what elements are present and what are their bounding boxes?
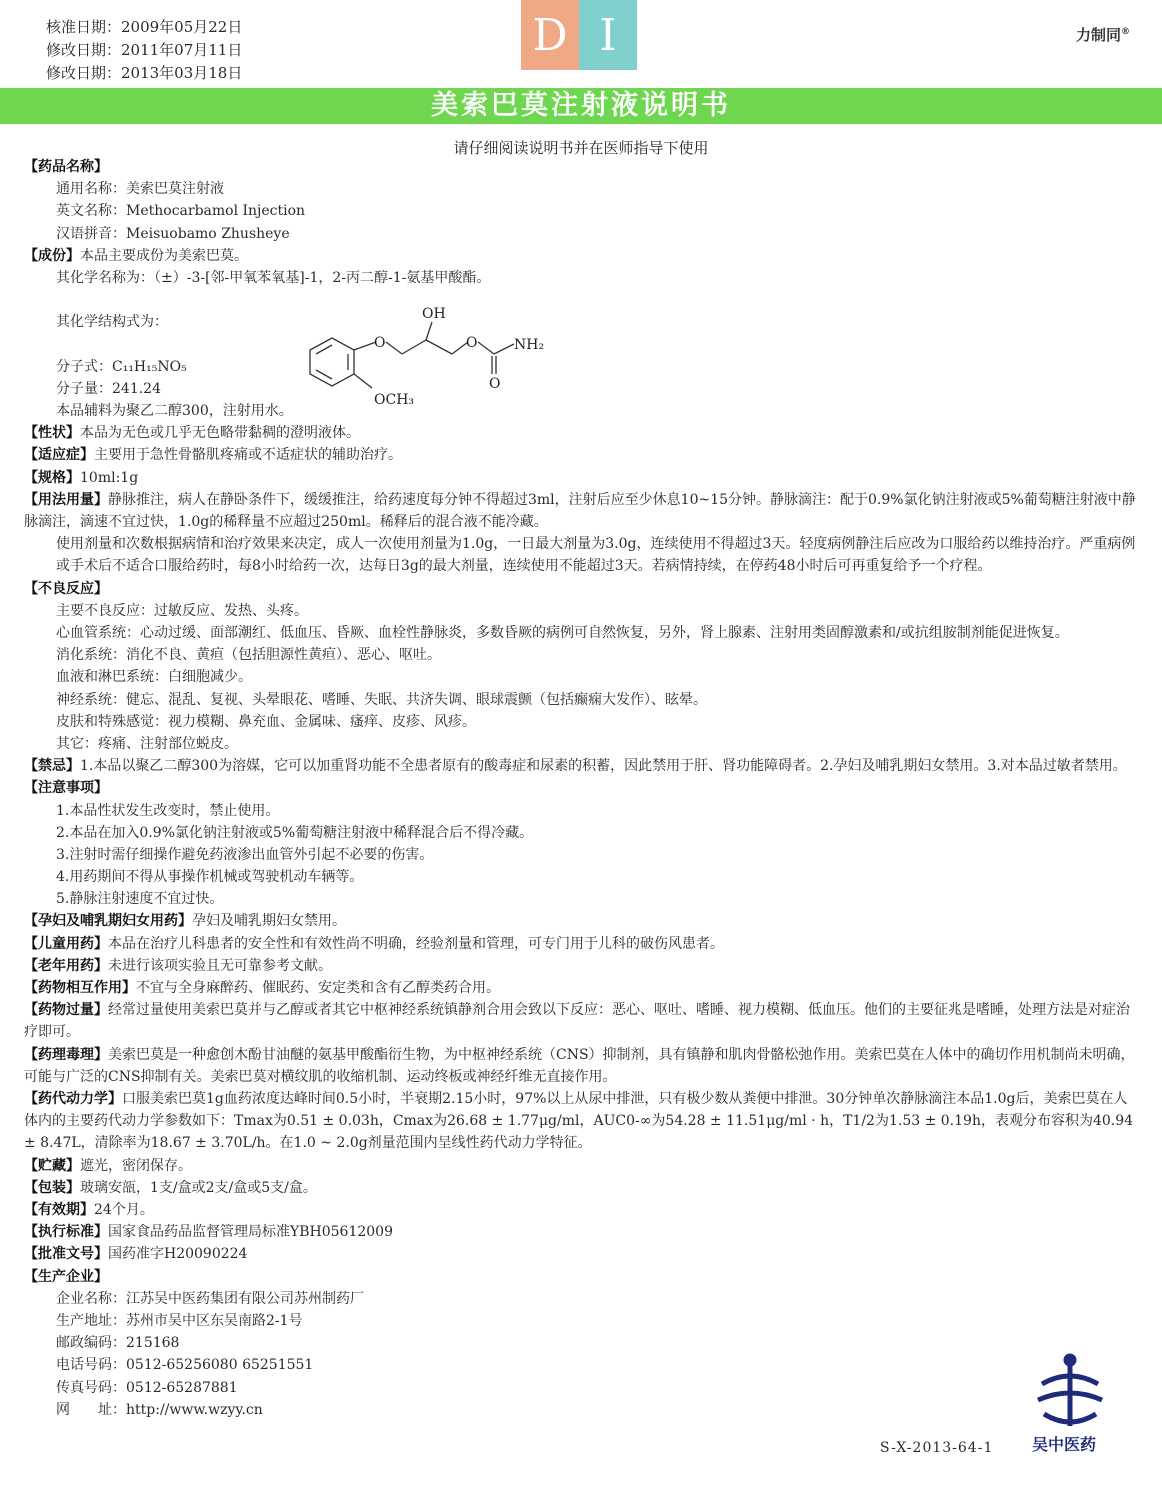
composition-text: 本品主要成份为美索巴莫。: [80, 247, 248, 264]
pharmacokinetics-text: 口服美索巴莫1g血药浓度达峰时间0.5小时，半衰期2.15小时，97%以上从尿中排泄，只有极少数从粪便中排泄。30分钟单次静脉滴注本品1.0g后，美索巴莫在人体内的主要药代动力学参数如下：Tmax为0.51 ± 0.03h，Cmax为26.68 ± 1.77μg/ml，AUC0-∞为54.28 ± 11.51μg/ml · h，T1/2为1.53 ± 0.19h，表观分布容积为40.94 ± 8.47L，清除率为18.67 ± 3.70L/h。在1.0 ~ 2.0g剂量范围内呈线性药代动力学特征。: [24, 1091, 1134, 1152]
approval-date: 核准日期：2009年05月22日: [46, 18, 243, 36]
section-head-manufacturer: 【生产企业】: [24, 1268, 108, 1285]
chemical-structure: [296, 300, 566, 415]
ester-oxygen-label: O: [466, 335, 478, 351]
section-head-validity: 【有效期】: [24, 1202, 94, 1219]
indication-text: 主要用于急性骨骼肌疼痛或不适症状的辅助治疗。: [94, 447, 402, 464]
chemical-name: 其化学名称为：（±）-3-[邻-甲氧苯氧基]-1，2-丙二醇-1-氨基甲酸酯。: [56, 269, 491, 286]
section-head-overdose: 【药物过量】: [24, 1002, 108, 1019]
logo-i: I: [579, 0, 637, 70]
pinyin-name: 汉语拼音：Meisuobamo Zhusheye: [56, 225, 290, 242]
document-title: 美索巴莫注射液说明书: [431, 90, 731, 121]
company-address: 生产地址：苏州市吴中区东吴南路2-1号: [56, 1312, 303, 1329]
precaution-item: 2.本品在加入0.9%氯化钠注射液或5%葡萄糖注射液中稀释混合后不得冷藏。: [56, 824, 534, 841]
generic-name: 通用名称：美索巴莫注射液: [56, 181, 224, 198]
molecular-formula: 分子式：C₁₁H₁₅NO₅: [56, 358, 187, 375]
adverse-item: 主要不良反应：过敏反应、发热、头疼。: [56, 602, 308, 619]
section-head-pharmacology: 【药理毒理】: [24, 1046, 108, 1063]
approval-dates: [46, 16, 242, 85]
dosage-paragraph-2: 使用剂量和次数根据病情和治疗效果来决定，成人一次使用剂量为1.0g，一日最大剂量为3.0g，连续使用不得超过3天。轻度病例静注后应改为口服给药以维持治疗。严重病例或手术后不适合口服给药时，每8小时给药一次，达每日3g的最大剂量，连续使用不能超过3天。若病情持续，在停药48小时后可再重复给予一个疗程。: [56, 536, 1136, 575]
brand-text: 力制同: [1075, 26, 1121, 44]
adverse-item: 其它：疼痛、注射部位蜕皮。: [56, 735, 238, 752]
section-head-name: 【药品名称】: [24, 159, 108, 175]
adverse-item: 血液和淋巴系统：白细胞减少。: [56, 669, 252, 686]
section-head-pharmacokinetics: 【药代动力学】: [24, 1091, 122, 1108]
carbonyl-oxygen-label: O: [489, 376, 501, 392]
section-head-indication: 【适应症】: [24, 447, 94, 464]
storage-text: 遮光，密闭保存。: [80, 1157, 192, 1174]
company-logo-text: 吴中医药: [1032, 1435, 1097, 1454]
approval-text: 国药准字H20090224: [108, 1246, 248, 1263]
structure-label: 其化学结构式为：: [56, 314, 168, 331]
section-head-adverse: 【不良反应】: [24, 580, 108, 597]
excipient-text: 本品辅料为聚乙二醇300，注射用水。: [56, 403, 293, 420]
children-text: 本品在治疗儿科患者的安全性和有效性尚不明确，经验剂量和管理，可专门用于儿科的破伤风患者。: [108, 935, 724, 952]
adverse-item: 心血管系统：心动过缓、面部潮红、低血压、昏厥、血栓性静脉炎，多数昏厥的病例可自然恢复，另外，肾上腺素、注射用类固醇激素和/或抗组胺制剂能促进恢复。: [56, 625, 1069, 641]
section-head-elderly: 【老年用药】: [24, 957, 108, 974]
registered-mark: ®: [1121, 27, 1130, 37]
website: 网 址：http://www.wzyy.cn: [56, 1401, 263, 1418]
revision-date-1: 修改日期：2011年07月11日: [46, 41, 243, 59]
overdose-text: 经常过量使用美索巴莫并与乙醇或者其它中枢神经系统镇静剂合用会致以下反应：恶心、呕吐、嗜睡、视力模糊、低血压。他们的主要征兆是嗜睡，处理方法是对症治疗即可。: [24, 1002, 1130, 1041]
adverse-item: 消化系统：消化不良、黄疸（包括胆源性黄疸）、恶心、呕吐。: [56, 647, 441, 664]
pregnancy-text: 孕妇及哺乳期妇女禁用。: [192, 913, 346, 930]
fax: 传真号码：0512-65287881: [56, 1379, 238, 1396]
postcode: 邮政编码：215168: [56, 1335, 180, 1352]
appearance-text: 本品为无色或几乎无色略带黏稠的澄明液体。: [80, 425, 360, 442]
section-head-interaction: 【药物相互作用】: [24, 980, 136, 997]
di-logo: [521, 0, 637, 70]
methoxy-label: OCH₃: [374, 392, 415, 408]
subtitle: 请仔细阅读说明书并在医师指导下使用: [453, 139, 709, 157]
pharmacology-text: 美索巴莫是一种愈创木酚甘油醚的氨基甲酸酯衍生物，为中枢神经系统（CNS）抑制剂，具有镇静和肌肉骨骼松弛作用。美索巴莫在人体中的确切作用机制尚未明确，可能与广泛的CNS抑制有关。美索巴莫对横纹肌的收缩机制、运动终板或神经纤维无直接作用。: [24, 1046, 1135, 1085]
precaution-item: 5.静脉注射速度不宜过快。: [56, 891, 224, 908]
section-head-storage: 【贮藏】: [24, 1157, 80, 1174]
interaction-text: 不宜与全身麻醉药、催眠药、安定类和含有乙醇类药合用。: [136, 980, 500, 997]
adverse-item: 皮肤和特殊感觉：视力模糊、鼻充血、金属味、瘙痒、皮疹、风疹。: [56, 713, 476, 730]
section-head-standard: 【执行标准】: [24, 1224, 108, 1241]
molecular-weight: 分子量：241.24: [56, 380, 161, 397]
section-head-approval: 【批准文号】: [24, 1246, 108, 1263]
document-code: S-X-2013-64-1: [880, 1440, 994, 1456]
package-text: 玻璃安瓿，1支/盒或2支/盒或5支/盒。: [80, 1179, 317, 1196]
document-body: [24, 156, 1136, 1421]
company-name: 企业名称：江苏吴中医药集团有限公司苏州制药厂: [56, 1290, 364, 1307]
section-head-dosage: 【用法用量】: [24, 491, 108, 508]
section-head-appearance: 【性状】: [24, 425, 80, 442]
english-name: 英文名称：Methocarbamol Injection: [56, 203, 306, 220]
precaution-item: 1.本品性状发生改变时，禁止使用。: [56, 802, 280, 819]
precaution-item: 4.用药期间不得从事操作机械或驾驶机动车辆等。: [56, 869, 364, 886]
phone: 电话号码：0512-65256080 65251551: [56, 1357, 314, 1374]
section-head-pregnancy: 【孕妇及哺乳期妇女用药】: [24, 913, 192, 930]
section-head-composition: 【成份】: [24, 247, 80, 264]
section-head-contraindication: 【禁忌】: [24, 758, 80, 775]
section-head-package: 【包装】: [24, 1179, 80, 1196]
logo-d: D: [521, 0, 579, 70]
elderly-text: 未进行该项实验且无可靠参考文献。: [108, 957, 332, 974]
hydroxyl-label: OH: [422, 306, 446, 322]
precaution-item: 3.注射时需仔细操作避免药液渗出血管外引起不必要的伤害。: [56, 846, 434, 863]
spec-text: 10ml:1g: [80, 469, 139, 486]
contraindication-text: 1.本品以聚乙二醇300为溶媒，它可以加重肾功能不全患者原有的酸毒症和尿素的积蓄，因此禁用于肝、肾功能障碍者。2.孕妇及哺乳期妇女禁用。3.对本品过敏者禁用。: [80, 758, 1127, 775]
dosage-paragraph-1: 静脉推注，病人在静卧条件下，缓缓推注，给药速度每分钟不得超过3ml，注射后应至少休息10~15分钟。静脉滴注：配于0.9%氯化钠注射液或5%葡萄糖注射液中静脉滴注，滴速不宜过快，1.0g的稀释量不应超过250ml。稀释后的混合液不能冷藏。: [24, 491, 1136, 531]
brand-name: [1076, 24, 1130, 45]
title-bar: [0, 88, 1162, 124]
section-head-children: 【儿童用药】: [24, 935, 108, 952]
validity-text: 24个月。: [94, 1202, 154, 1219]
revision-date-2: 修改日期：2013年03月18日: [46, 64, 243, 82]
section-head-precautions: 【注意事项】: [24, 780, 108, 797]
ether-oxygen-label: O: [374, 335, 386, 351]
standard-text: 国家食品药品监督管理局标准YBH05612009: [108, 1224, 393, 1241]
adverse-item: 神经系统：健忘、混乱、复视、头晕眼花、嗜睡、失眠、共济失调、眼球震颤（包括癫痫大发作）、眩晕。: [56, 691, 707, 708]
section-head-spec: 【规格】: [24, 469, 80, 486]
amine-label: NH₂: [514, 337, 545, 353]
